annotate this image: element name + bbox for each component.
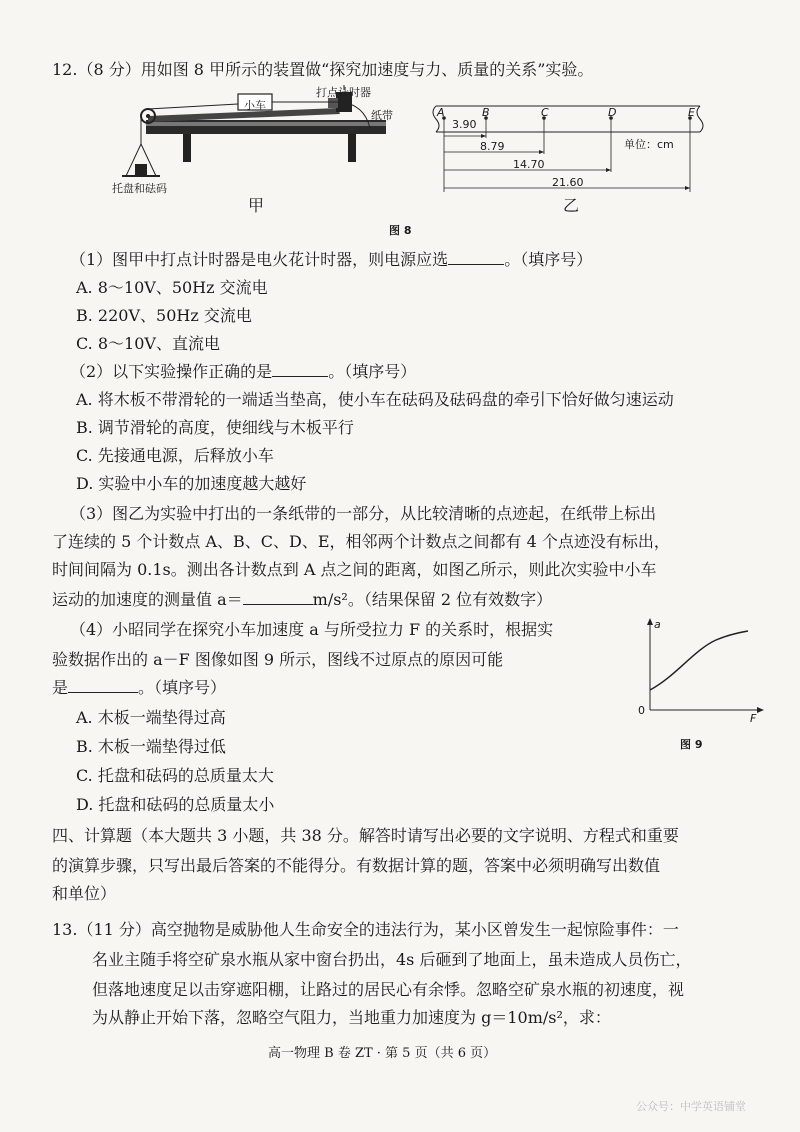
- distance-ab: 3.90: [452, 118, 477, 131]
- q12-part3-line4: 运动的加速度的测量值 a＝ m/s²。（结果保留 2 位有效数字）: [52, 590, 553, 609]
- distance-ad: 14.70: [513, 158, 545, 171]
- table-leg-right: [348, 134, 356, 162]
- fig9-origin: 0: [638, 704, 645, 717]
- fig8-caption: 图 8: [389, 224, 412, 237]
- weight-icon: [135, 164, 147, 175]
- q12-part4-line2: 验数据作出的 a－F 图像如图 9 所示，图线不过原点的原因可能: [52, 650, 504, 669]
- answer-blank-3[interactable]: [243, 590, 313, 605]
- point-a-label: A: [437, 106, 445, 119]
- label-jia: 甲: [248, 196, 265, 215]
- fig9-ylabel: a: [654, 618, 661, 631]
- q12-part4-option-d: D. 托盘和砝码的总质量太小: [76, 795, 275, 814]
- point-e-label: E: [688, 106, 695, 119]
- point-d-label: D: [608, 106, 617, 119]
- q12-part4-line3: 是 。（填序号）: [52, 678, 227, 697]
- q12-part1-option-b: B. 220V、50Hz 交流电: [76, 306, 252, 325]
- q12-part4-option-a: A. 木板一端垫得过高: [76, 708, 226, 727]
- q12-part2-option-b: B. 调节滑轮的高度，使细线与木板平行: [76, 418, 354, 437]
- q13-line4: 为从静止开始下落，忽略空气阻力，当地重力加速度为 g＝10m/s²，求：: [92, 1008, 611, 1027]
- q12-part2-option-d: D. 实验中小车的加速度越大越好: [76, 474, 307, 493]
- section4-line1: 四、计算题（本大题共 3 小题，共 38 分。解答时请写出必要的文字说明、方程式和重要: [52, 826, 679, 845]
- section4-line2: 的演算步骤，只写出最后答案的不能得分。有数据计算的题，答案中必须明确写出数值: [52, 856, 661, 875]
- label-yi: 乙: [563, 196, 580, 215]
- label-car: 小车: [244, 99, 266, 112]
- fig9-xlabel: F: [750, 712, 757, 725]
- q12-header: 12.（8 分）用如图 8 甲所示的装置做“探究加速度与力、质量的关系”实验。: [52, 60, 594, 79]
- label-timer: 打点计时器: [316, 86, 371, 99]
- distance-ae: 21.60: [552, 176, 584, 189]
- q12-part2-option-a: A. 将木板不带滑轮的一端适当垫高，使小车在砝码及砝码盘的牵引下恰好做匀速运动: [76, 390, 674, 409]
- label-tray: 托盘和砝码: [112, 182, 167, 195]
- watermark: 公众号：中学英语铺堂: [636, 1100, 746, 1113]
- point-b-label: B: [482, 106, 490, 119]
- q12-part4-option-c: C. 托盘和砝码的总质量太大: [76, 766, 274, 785]
- q13-line3: 但落地速度足以击穿遮阳棚，让路过的居民心有余悸。忽略空矿泉水瓶的初速度，视: [92, 980, 685, 999]
- q12-part4-option-b: B. 木板一端垫得过低: [76, 737, 226, 756]
- label-tape: 纸带: [371, 109, 393, 122]
- page-footer: 高一物理 B 卷 ZT · 第 5 页（共 6 页）: [268, 1046, 497, 1061]
- answer-blank-1[interactable]: [448, 250, 504, 265]
- distance-ac: 8.79: [480, 140, 505, 153]
- q12-part3-line1: （3）图乙为实验中打出的一条纸带的一部分，从比较清晰的点迹起，在纸带上标出: [70, 504, 657, 523]
- q13-line1: 13.（11 分）高空抛物是威胁他人生命安全的违法行为，某小区曾发生一起惊险事件：一: [52, 920, 679, 939]
- q12-part3-line3: 时间间隔为 0.1s。测出各计数点到 A 点之间的距离，如图乙所示，则此次实验中小车: [52, 560, 657, 579]
- answer-blank-4[interactable]: [68, 678, 138, 693]
- answer-blank-2[interactable]: [272, 362, 328, 377]
- table-leg-left: [183, 134, 191, 162]
- point-c-label: C: [541, 106, 549, 119]
- q13-line2: 名业主随手将空矿泉水瓶从家中窗台扔出，4s 后砸到了地面上，虽未造成人员伤亡，: [92, 950, 692, 969]
- a-f-curve: [650, 631, 748, 690]
- q12-part3-line2: 了连续的 5 个计数点 A、B、C、D、E，相邻两个计数点之间都有 4 个点迹没有标出，: [52, 532, 670, 551]
- q12-part2: （2）以下实验操作正确的是 。（填序号）: [70, 362, 417, 381]
- q12-part4-line1: （4）小昭同学在探究小车加速度 a 与所受拉力 F 的关系时，根据实: [70, 620, 554, 639]
- fig9-caption: 图 9: [680, 738, 703, 751]
- q12-part2-option-c: C. 先接通电源，后释放小车: [76, 446, 274, 465]
- section4-line3: 和单位）: [52, 884, 117, 903]
- q12-part1: （1）图甲中打点计时器是电火花计时器，则电源应选 。（填序号）: [70, 250, 593, 269]
- q12-part1-option-a: A. 8～10V、50Hz 交流电: [76, 278, 268, 297]
- unit-label: 单位：cm: [624, 138, 674, 151]
- q12-part1-option-c: C. 8～10V、直流电: [76, 334, 220, 353]
